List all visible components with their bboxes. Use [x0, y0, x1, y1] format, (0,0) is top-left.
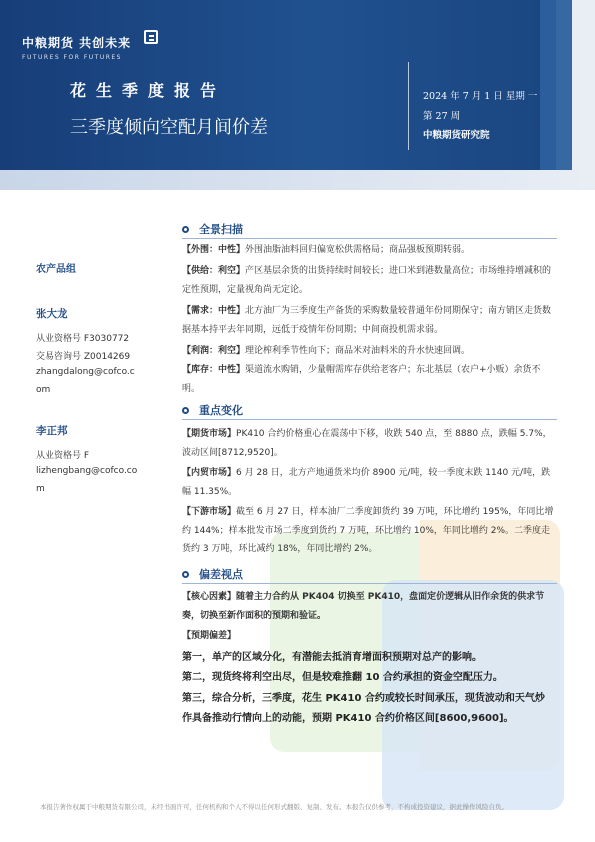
header-stripe	[556, 0, 572, 182]
institute-name: 中粮期货研究院	[423, 130, 490, 141]
analyst-consult: 交易咨询号 Z0014269	[36, 352, 131, 362]
analyst-name: 李正邦	[36, 425, 68, 437]
logo-icon	[144, 30, 158, 44]
bullet-icon	[182, 226, 189, 233]
analyst-email-cont[interactable]: om	[36, 385, 51, 395]
logo-text-cn: 中粮期货 共创未来	[22, 36, 132, 50]
section-divider	[182, 419, 557, 420]
report-week: 第 27 周	[423, 111, 461, 122]
change-item: 【下游市场】截至 6 月 27 日，样本油厂二季度卸货约 39 万吨，环比增约 195%，年同比增约 144%；样本批发市场二季度到货约 7 万吨，环比增约 10%，年同比增约 2%。二季度走货约 3 万吨，环比减约 18%，年同比增约 2%。	[182, 507, 554, 554]
analyst-email[interactable]: lizhengbang@cofco.co	[36, 466, 138, 476]
analyst-name: 张大龙	[36, 308, 68, 320]
company-logo	[22, 34, 131, 61]
change-item: 【内贸市场】6 月 28 日，北方产地通货米均价 8900 元/吨，较一季度末跌 1140 元/吨，跌幅 11.35%。	[182, 468, 551, 497]
core-factor: 【核心因素】随着主力合约从 PK404 切换至 PK410，盘面定价逻辑从旧作余货的供求节奏，切换至新作面积的预期和验证。	[182, 592, 545, 621]
report-title: 三季度倾向空配月间价差	[70, 117, 268, 138]
summary-item: 【利润：利空】理论榨利季节性向下；商品米对油料米的升水快速回调。	[182, 346, 471, 356]
report-date: 2024 年 7 月 1 日 星期 一	[423, 91, 538, 102]
bullet-icon	[182, 407, 189, 414]
disclaimer: 本报告著作权属于中粮期货有限公司，未经书面许可，任何机构和个人不得以任何形式翻版、复制、发布。本报告仅供参考，不构成投资建议，据此操作风险自负。	[40, 803, 508, 811]
analyst-cert: 从业资格号 F3030772	[36, 334, 130, 344]
section-heading: 偏差视点	[182, 566, 243, 582]
summary-item: 【供给：利空】产区基层余货的出货持续时间较长；进口米到港数量高位；市场维持增减积的定性预期，定量视角尚无定论。	[182, 266, 552, 295]
header-divider	[408, 62, 409, 150]
forecast-point: 第一，单产的区域分化，有潜能去抵消育增面积预期对总产的影响。	[182, 652, 482, 663]
section-heading: 重点变化	[182, 402, 243, 418]
header-bottom-band	[0, 170, 595, 190]
analyst-cert: 从业资格号 F	[36, 451, 90, 461]
summary-item: 【库存：中性】渠道流水购销，少量帽需库存供给老客户；东北基层（农户+小贩）余货不明。	[182, 365, 541, 394]
department-label: 农产品组	[36, 264, 76, 275]
forecast-point: 第三，综合分析，三季度，花生 PK410 合约或较长时间承压，现货波动和天气炒作具备推动行情向上的动能，预期 PK410 合约价格区间[8600,9600]。	[182, 693, 545, 724]
summary-item: 【需求：中性】北方油厂为三季度生产备货的采购数量较普通年份同期保守；南方销区走货数据基本持平去年同期，远低于疫情年份同期；中间商投机需求弱。	[182, 306, 552, 335]
section-divider	[182, 583, 557, 584]
forecast-point: 第二，现货终将利空出尽，但是较难推翻 10 合约承担的资金空配压力。	[182, 672, 503, 683]
section-heading: 全景扫描	[182, 221, 243, 237]
analyst-email-cont[interactable]: m	[36, 484, 45, 494]
summary-item: 【外围：中性】外围油脂油料回归偏宽松供需格局；商品强板预期转弱。	[182, 245, 471, 255]
report-type: 花生季度报告	[70, 81, 227, 100]
header-stripe	[540, 0, 556, 182]
section-divider	[182, 238, 557, 239]
logo-text-en: FUTURES FOR FUTURES	[22, 54, 122, 61]
analyst-email[interactable]: zhangdalong@cofco.c	[36, 367, 135, 377]
report-header	[0, 0, 595, 190]
bullet-icon	[182, 571, 189, 578]
forecast-label: 【预期偏差】	[182, 631, 237, 641]
change-item: 【期货市场】PK410 合约价格重心在震荡中下移，收跌 540 点，至 8880 点，跌幅 5.7%，波动区间[8712,9520]。	[182, 429, 552, 458]
